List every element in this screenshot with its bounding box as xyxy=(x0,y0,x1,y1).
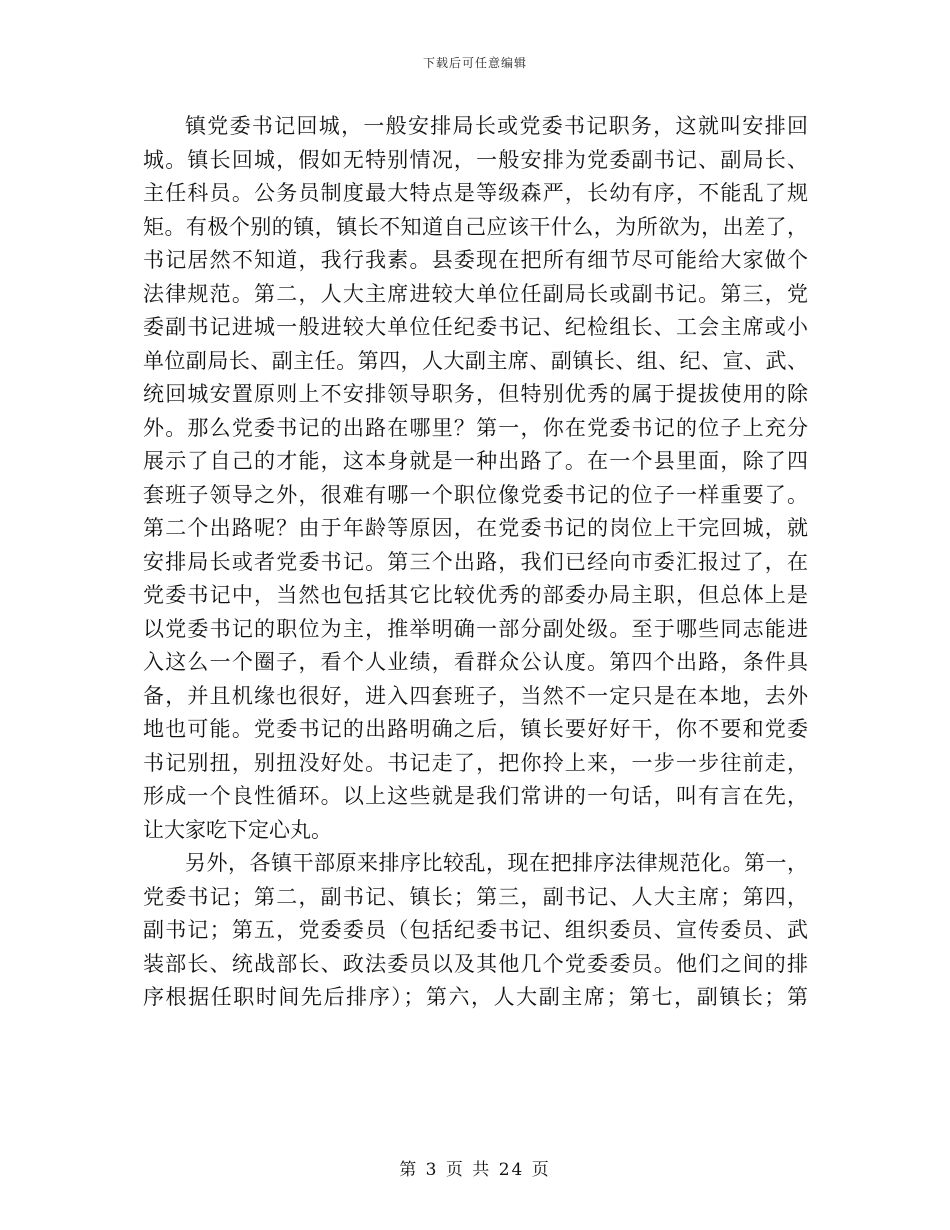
text-line: 统回城安置原则上不安排领导职务，但特别优秀的属于提拔使用的除 xyxy=(143,382,808,406)
text-line: 让大家吃下定心丸。 xyxy=(143,817,332,842)
text-line: 党委书记中，当然也包括其它比较优秀的部委办局主职，但总体上是 xyxy=(143,583,808,607)
document-body xyxy=(143,110,808,1015)
text-line: 书记别扭，别扭没好处。书记走了，把你拎上来，一步一步往前走， xyxy=(143,750,808,775)
text-line: 书记居然不知道，我行我素。县委现在把所有细节尽可能给大家做个 xyxy=(143,248,808,272)
text-line: 展示了自己的才能，这本身就是一种出路了。在一个县里面，除了四 xyxy=(143,449,808,473)
text-line: 备，并且机缘也很好，进入四套班子，当然不一定只是在本地，去外 xyxy=(143,683,808,708)
text-line: 外。那么党委书记的出路在哪里？第一，你在党委书记的位子上充分 xyxy=(143,415,808,440)
text-line: 党委书记；第二，副书记、镇长；第三，副书记、人大主席；第四， xyxy=(143,884,808,909)
text-line: 套班子领导之外，很难有哪一个职位像党委书记的位子一样重要了。 xyxy=(143,482,808,507)
text-line: 副书记；第五，党委委员（包括纪委书记、组织委员、宣传委员、武 xyxy=(143,918,808,942)
text-line: 序根据任职时间先后排序）；第六，人大副主席；第七，副镇长；第 xyxy=(143,985,808,1009)
paragraph-2 xyxy=(143,847,808,1015)
text-line: 单位副局长、副主任。第四，人大副主席、副镇长、组、纪、宣、武、 xyxy=(143,348,808,373)
text-line: 城。镇长回城，假如无特别情况，一般安排为党委副书记、副局长、 xyxy=(143,147,808,172)
text-line: 形成一个良性循环。以上这些就是我们常讲的一句话，叫有言在先， xyxy=(143,784,808,808)
text-line: 入这么一个圈子，看个人业绩，看群众公认度。第四个出路，条件具 xyxy=(143,650,808,674)
text-line: 主任科员。公务员制度最大特点是等级森严，长幼有序，不能乱了规 xyxy=(143,181,808,205)
text-line: 委副书记进城一般进较大单位任纪委书记、纪检组长、工会主席或小 xyxy=(143,315,808,339)
paragraph-1 xyxy=(143,110,808,847)
text-line: 镇党委书记回城，一般安排局长或党委书记职务，这就叫安排回 xyxy=(185,114,808,138)
page-header: 下载后可任意编辑 xyxy=(422,56,527,70)
text-line: 安排局长或者党委书记。第三个出路，我们已经向市委汇报过了，在 xyxy=(143,549,808,574)
text-line: 另外，各镇干部原来排序比较乱，现在把排序法律规范化。第一， xyxy=(185,851,808,875)
text-line: 法律规范。第二，人大主席进较大单位任副局长或副书记。第三，党 xyxy=(143,281,808,306)
text-line: 第二个出路呢？由于年龄等原因，在党委书记的岗位上干完回城，就 xyxy=(143,516,808,540)
text-line: 地也可能。党委书记的出路明确之后，镇长要好好干，你不要和党委 xyxy=(143,717,808,741)
text-line: 装部长、统战部长、政法委员以及其他几个党委委员。他们之间的排 xyxy=(143,951,808,976)
text-line: 矩。有极个别的镇，镇长不知道自己应该干什么，为所欲为，出差了， xyxy=(143,214,808,239)
page-number-footer: 第 3 页 共 24 页 xyxy=(399,1160,551,1180)
text-line: 以党委书记的职位为主，推举明确一部分副处级。至于哪些同志能进 xyxy=(143,616,808,641)
